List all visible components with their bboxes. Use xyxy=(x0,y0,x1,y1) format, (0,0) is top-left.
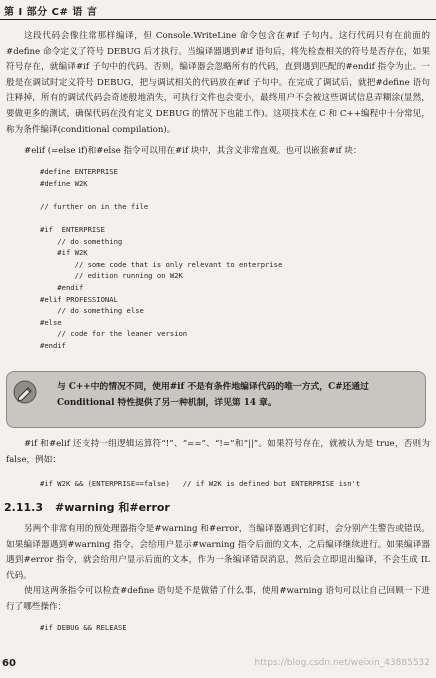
pencil-icon xyxy=(13,380,37,404)
paragraph-elif-else: #elif (=else if)和#else 指令可以用在#if 块中，其含义非常直观。也可以嵌套#if 块： xyxy=(24,146,362,156)
code-block-nested-if: #define ENTERPRISE #define W2K // further on in the file #if ENTERPRISE // do something #if W2K // some code that is only relevant to enterprise // edition running on W2K #endif #elif PROFESSIONAL // do something else #else // code for the leaner version #endif xyxy=(40,167,283,350)
code-line-w2k-enterprise: #if W2K && (ENTERPRISE==false) // if W2K is defined but ENTERPRISE isn't xyxy=(40,479,361,488)
code-line-debug-release: #if DEBUG && RELEASE xyxy=(40,623,127,632)
section-title-text: #warning 和#error xyxy=(54,501,170,514)
part-title: 第 I 部分 C# 语 言 xyxy=(4,7,98,18)
watermark: https://blog.csdn.net/weixin_43885532 xyxy=(254,658,430,668)
paragraph-conditional-compilation: 这段代码会像往常那样编译，但 Console.WriteLine 命令包含在#if 子句内。这行代码只有在前面的#define 命令定义了符号 DEBUG 后才执行。当编译器遇到#if 语句后，将先检查相关的符号是否存在，如果符号存在，就编译#if 子句中的代码。否则，编译器会忽略所有的代码，直到遇到匹配的#endif 指令为止。一般是在调试时定义符号 DEBUG，把与调试相关的代码放在#if 子句中。在完成了调试后，就把#define 语句注释掉，所有的调试代码会奇迹般地消失，可执行文件也会变小，最终用户不会被这些调试信息弄糊涂(显然，要做更多的测试，确保代码在没有定义 DEBUG 的情况下也能工作)。这项技术在 C 和 C++编程中十分常见，称为条件编译(conditional compilation)。 xyxy=(6,31,430,135)
paragraph-check-define: 使用这两条指令可以检查#define 语句是不是做错了什么事，使用#warning 语句可以让自己回顾一下进行了哪些操作： xyxy=(6,586,430,612)
paragraph-logical-operators: #if 和#elif 还支持一组逻辑运算符“!”、“==”、“!=”和“||”。如果符号存在，就被认为是 true，否则为 false，例如： xyxy=(6,439,430,465)
header-rule xyxy=(0,19,436,20)
section-heading xyxy=(4,499,170,515)
paragraph-warning-error: 另两个非常有用的预处理器指令是#warning 和#error，当编译器遇到它们时，会分别产生警告或错误。如果编译器遇到#warning 指令，会给用户显示#warning 指令后面的文本，之后编译继续进行。如果编译器遇到#error 指令，就会给用户显示后面的文本，作为一条编译错误消息，然后会立即退出编译，不会生成 IL 代码。 xyxy=(6,524,430,581)
page-header xyxy=(0,0,436,20)
section-number: 2.11.3 xyxy=(4,501,43,514)
note-box xyxy=(6,371,426,428)
page-number: 60 xyxy=(2,658,16,669)
note-text: 与 C++中的情况不同，使用#if 不是有条件地编译代码的唯一方式，C#还通过 Conditional 特性提供了另一种机制，详见第 14 章。 xyxy=(57,382,369,408)
